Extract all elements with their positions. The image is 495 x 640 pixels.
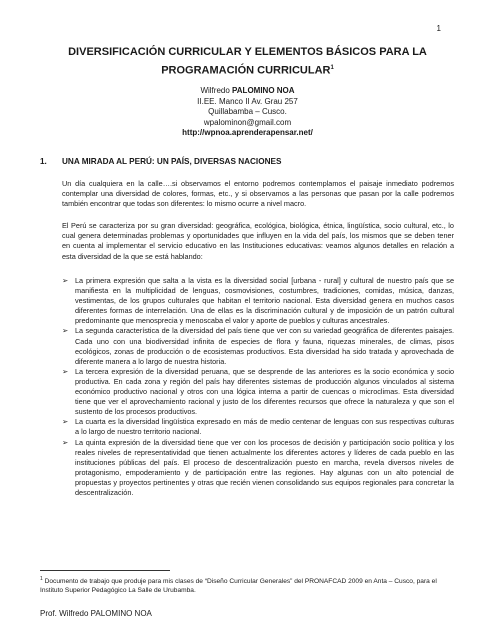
section-heading — [40, 157, 281, 166]
section-heading-text: UNA MIRADA AL PERÚ: UN PAÍS, DIVERSAS NACIONES — [62, 157, 282, 166]
author-name-bold: PALOMINO NOA — [232, 86, 295, 95]
bullet-text: La quinta expresión de la diversidad tiene que ver con los procesos de decisión y participación socio política y los reales niveles de representatividad que tienen actualmente los diferentes actores y líderes de cada pueblo en las instituciones públicas del país. El proceso de descentralización puesto en marcha, revela diversos niveles de protagonismo, empoderamiento y de participación entre las regiones. Hay algunas con un alto potencial de propuestas y proyectos pertinentes y otras que recién vienen consolidando sus equipos regionales para concretar la descentralización. — [75, 437, 454, 497]
author-name — [0, 86, 495, 97]
footnote-mark: 1 — [40, 576, 43, 582]
page-number: 1 — [436, 24, 441, 33]
bullet-text: La cuarta es la diversidad lingüística expresado en más de medio centenar de lenguas con sus respectivas culturas a lo largo de nuestro territorio nacional. — [75, 417, 454, 437]
list-item — [62, 417, 454, 437]
author-email[interactable]: wpalominon@gmail.com — [203, 117, 292, 127]
author-block — [0, 86, 495, 139]
footnote — [40, 575, 460, 595]
paragraph-intro: Un día cualquiera en la calle….si observamos el entorno podremos contemplamos el paisaje inmediato podremos contemplar una diversidad de colores, formas, etc., y si observamos a las personas que pasan por la calle podremos también encontrar que todas son diferentes: lo mismo ocurre a nivel macro. — [62, 179, 454, 209]
arrow-bullet-icon: ➢ — [62, 366, 69, 376]
footnote-text: Documento de trabajo que produje para mis clases de “Diseño Curricular Generales” del PRONAFCAD 2009 en Anta – Cusco, para el Instituto Superior Pedagógico La Salle de Urubamba. — [40, 578, 437, 595]
document-title — [40, 44, 455, 79]
page-footer: Prof. Wilfredo PALOMINO NOA — [40, 609, 152, 618]
author-city: Quillabamba – Cusco. — [208, 107, 287, 116]
list-item — [62, 367, 454, 417]
list-item — [62, 438, 454, 499]
bullet-text: La primera expresión que salta a la vista es la diversidad social [urbana - rural] y cultural de nuestro país que se manifiesta en la multiplicidad de lenguas, cosmovisiones, costumbres, tradiciones, comidas, música, danzas, vestimentas, de los grupos culturales que habitan el territorio nacional. Esta diversidad genera en muchos casos diferentes formas de interrelación. Una de ellas es la discriminación cultural y de imposición de un patrón cultural predominante que menosprecia y menoscaba el valor y aporte de pueblos y culturas ancestrales. — [75, 276, 454, 326]
arrow-bullet-icon: ➢ — [62, 276, 69, 285]
arrow-bullet-icon: ➢ — [62, 326, 69, 336]
arrow-bullet-icon: ➢ — [62, 437, 69, 447]
list-item — [62, 326, 454, 366]
paragraph-diversity: El Perú se caracteriza por su gran diversidad: geográfica, ecológica, biológica, étnica, lingüística, socio cultural, etc., lo cual genera determinadas problemas y oportunidades que influyen en la vida del país, los mismos que se deben tener en cuenta al implementar el servicio educativo en las Instituciones educativas: veamos algunos detalles en relación a esta diversidad de la que se está hablando: — [62, 221, 454, 261]
bullet-text: La segunda característica de la diversidad del país tiene que ver con su variedad geográfica de diferentes paisajes. Cada uno con una biodiversidad infinita de especies de flora y fauna, riquezas minerales, de climas, pisos ecológicos, zonas de producción o de ecosistemas productivos. Esta diversidad ha sido tratada y aprovechada de diferente manera a lo largo de nuestra historia. — [75, 326, 454, 366]
title-text: DIVERSIFICACIÓN CURRICULAR Y ELEMENTOS BÁSICOS PARA LA PROGRAMACIÓN CURRICULAR — [68, 46, 427, 77]
author-name-prefix: Wilfredo — [200, 86, 230, 95]
author-url[interactable]: http://wpnoa.aprenderapensar.net/ — [182, 128, 313, 137]
diversity-bullet-list — [62, 276, 454, 498]
section-number: 1. — [40, 157, 47, 166]
footnote-divider — [40, 570, 170, 571]
bullet-text: La tercera expresión de la diversidad peruana, que se desprende de las anteriores es la socio económica y socio productiva. En cada zona y región del país hay diferentes sistemas de producción algunos vinculados al sistema económico productivo nacional y otros con una lógica interna a partir de cuencas o microclimas. Esta diversidad tiene que ver el aprovechamiento racional y justo de los diferentes recursos que ofrece la naturaleza y que son el sustento de los procesos productivos. — [75, 366, 454, 417]
title-footnote-mark: 1 — [330, 65, 334, 71]
arrow-bullet-icon: ➢ — [62, 417, 69, 427]
list-item — [62, 276, 454, 326]
author-institution: II.EE. Manco II Av. Grau 257 — [197, 96, 298, 106]
